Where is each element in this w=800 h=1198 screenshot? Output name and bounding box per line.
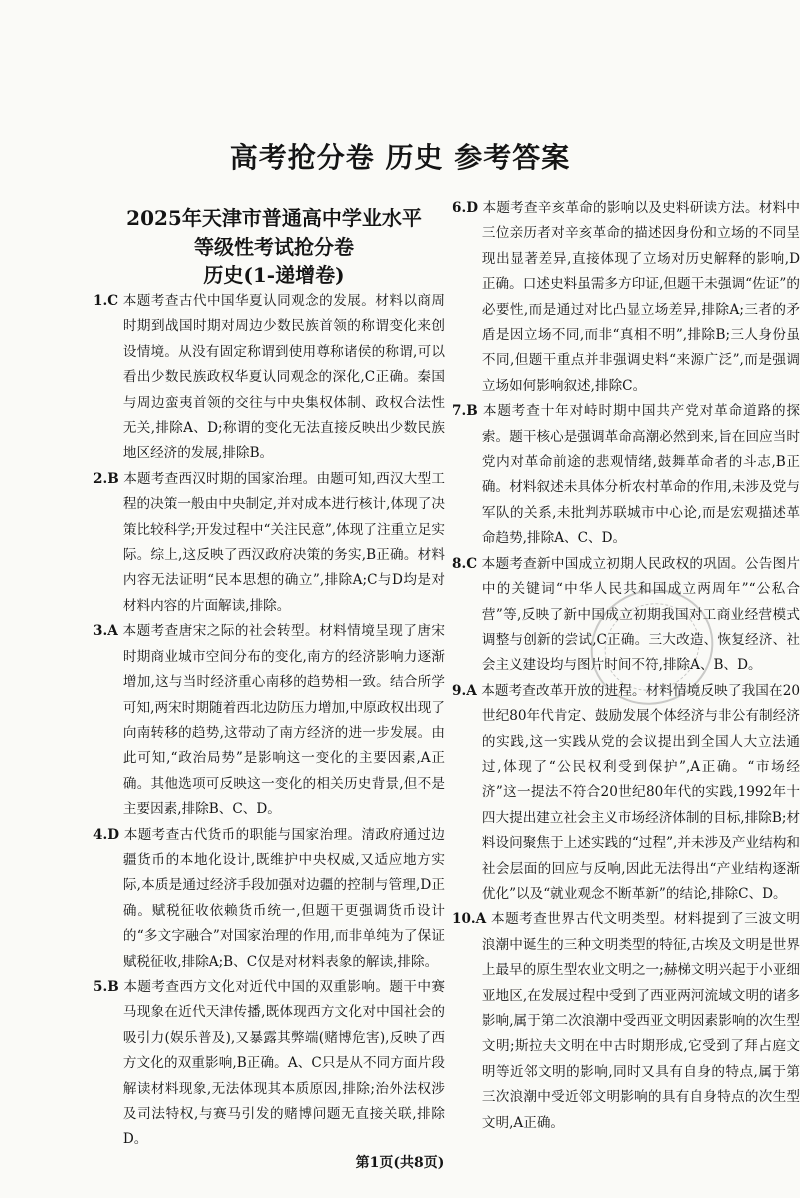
- answer-number: 10.A: [452, 911, 487, 928]
- answer-text: 本题考查改革开放的进程。材料情境反映了我国在20世纪80年代肯定、鼓励发展个体经济与非公有制经济的实践,这一实践从党的会议提出到全国人大立法通过,体现了“公民权利受到保护”,A正确。“市场经济”这一提法不符合20世纪80年代的实践,1992年十四大提出建立社会主义市场经济体制的目标,排除B;材料设问聚焦于上述实践的“过程”,并未涉及产业结构和社会层面的回应与反响,因此无法得出“产业结构逐渐优化”以及“就业观念不断革新”的结论,排除C、D。: [481, 682, 800, 902]
- answer-number: 8.C: [452, 555, 478, 572]
- answer-text: 本题考查十年对峙时期中国共产党对革命道路的探索。题干核心是强调革命高潮必然到来,旨在回应当时党内对革命前途的悲观情绪,鼓舞革命者的斗志,B正确。材料叙述未具体分析农村革命的作用,未涉及党与军队的关系,未批判苏联城市中心论,而是宏观描述革命趋势,排除A、C、D。: [481, 403, 800, 547]
- answer-item: [452, 399, 800, 551]
- answer-number: 7.B: [452, 403, 478, 420]
- answer-text: 本题考查西方文化对近代中国的双重影响。题干中赛马现象在近代天津传播,既体现西方文化对中国社会的吸引力(娱乐普及),又暴露其弊端(赌博危害),反映了西方文化的双重影响,B正确。A、C只是从不同方面片段解读材料现象,无法体现其本质原因,排除;治外法权涉及司法特权,与赛马引发的赌博问题无直接关联,排除D。: [122, 978, 445, 1148]
- answer-item: [93, 975, 445, 1153]
- exam-title-line3: 历史(1-递增卷): [203, 263, 345, 287]
- answer-text: 本题考查辛亥革命的影响以及史料研读方法。材料中三位亲历者对辛亥革命的描述因身份和立场的不同呈现出显著差异,直接体现了立场对历史解释的影响,D正确。口述史料虽需多方印证,但题干未强调“佐证”的必要性,而是通过对比凸显立场差异,排除A;三者的矛盾是因立场不同,而非“真相不明”,排除B;三人身份虽不同,但题干重点并非强调史料“来源广泛”,而是强调立场如何影响叙述,排除C。: [481, 200, 800, 394]
- answer-item: [93, 823, 445, 975]
- exam-title-line1: 2025年天津市普通高中学业水平: [126, 206, 422, 230]
- answer-text: 本题考查唐宋之际的社会转型。材料情境呈现了唐宋时期商业城市空间分布的变化,南方的经济影响力逐渐增加,这与当时经济重心南移的趋势相一致。结合所学可知,两宋时期随着西北边防压力增加,中原政权出现了向南转移的趋势,这带动了南方经济的进一步发展。由此可知,“政治局势”是影响这一变化的主要因素,A正确。其他选项可反映这一变化的相关历史背景,但不是主要因素,排除B、C、D。: [122, 623, 446, 818]
- answer-item: [93, 467, 445, 619]
- answer-number: 6.D: [452, 200, 478, 216]
- page-title: 高考抢分卷 历史 参考答案: [229, 141, 571, 174]
- answer-number: 3.A: [93, 623, 118, 640]
- answer-text: 本题考查西汉时期的国家治理。由题可知,西汉大型工程的决策一般由中央制定,并对成本进行核计,体现了决策比较科学;开发过程中“关注民意”,体现了注重立足实际。综上,这反映了西汉政府决策的务实,B正确。材料内容无法证明“民本思想的确立”,排除A;C与D均是对材料内容的片面解读,排除。: [122, 470, 445, 614]
- answer-item: [452, 196, 800, 399]
- answer-text: 本题考查古代中国华夏认同观念的发展。材料以商周时期到战国时期对周边少数民族首领的称谓变化来创设情境。从没有固定称谓到使用尊称诸侯的称谓,可以看出少数民族政权华夏认同观念的深化,C正确。秦国与周边蛮夷首领的交往与中央集权体制、政权合法性无关,排除A、D;称谓的变化无法直接反映出少数民族地区经济的发展,排除B。: [122, 293, 446, 462]
- exam-title-line2: 等级性考试抢分卷: [194, 235, 354, 259]
- answer-number: 2.B: [93, 470, 119, 487]
- answer-item: [93, 289, 445, 467]
- answer-text: 本题考查新中国成立初期人民政权的巩固。公告图片中的关键词“中华人民共和国成立两周年”“公私合营”等,反映了新中国成立初期我国对工商业经营模式调整与创新的尝试,C正确。三大改造、恢复经济、社会主义建设均与图片时间不符,排除A、B、D。: [481, 555, 800, 674]
- page-number: 第1页(共8页): [355, 1155, 445, 1171]
- answer-number: 1.C: [93, 293, 119, 309]
- answer-text: 本题考查世界古代文明类型。材料提到了三波文明浪潮中诞生的三种文明类型的特征,古埃及文明是世界上最早的原生型农业文明之一;赫梯文明兴起于小亚细亚地区,在发展过程中受到了西亚两河流域文明的诸多影响,属于第二次浪潮中受西亚文明因素影响的次生型文明;斯拉夫文明在中古时期形成,它受到了拜占庭文明等近邻文明的影响,同时又具有自身的特点,属于第三次浪潮中受近邻文明影响的具有自身特点的次生型文明,A正确。: [481, 911, 800, 1131]
- answer-item: [93, 619, 445, 822]
- answer-number: 5.B: [93, 978, 119, 995]
- answer-item: [452, 907, 800, 1136]
- answer-item: [452, 679, 800, 908]
- answer-text: 本题考查古代货币的职能与国家治理。清政府通过边疆货币的本地化设计,既维护中央权威,又适应地方实际,本质是通过经济手段加强对边疆的控制与管理,D正确。赋税征收依赖货币统一,但题干更强调货币设计的“多文字融合”对国家治理的作用,而非单纯为了保证赋税征收,排除A;B、C仅是对材料表象的解读,排除。: [122, 826, 445, 970]
- answer-number: 9.A: [452, 682, 477, 699]
- left-column: [93, 196, 445, 1153]
- answer-number: 4.D: [93, 826, 119, 843]
